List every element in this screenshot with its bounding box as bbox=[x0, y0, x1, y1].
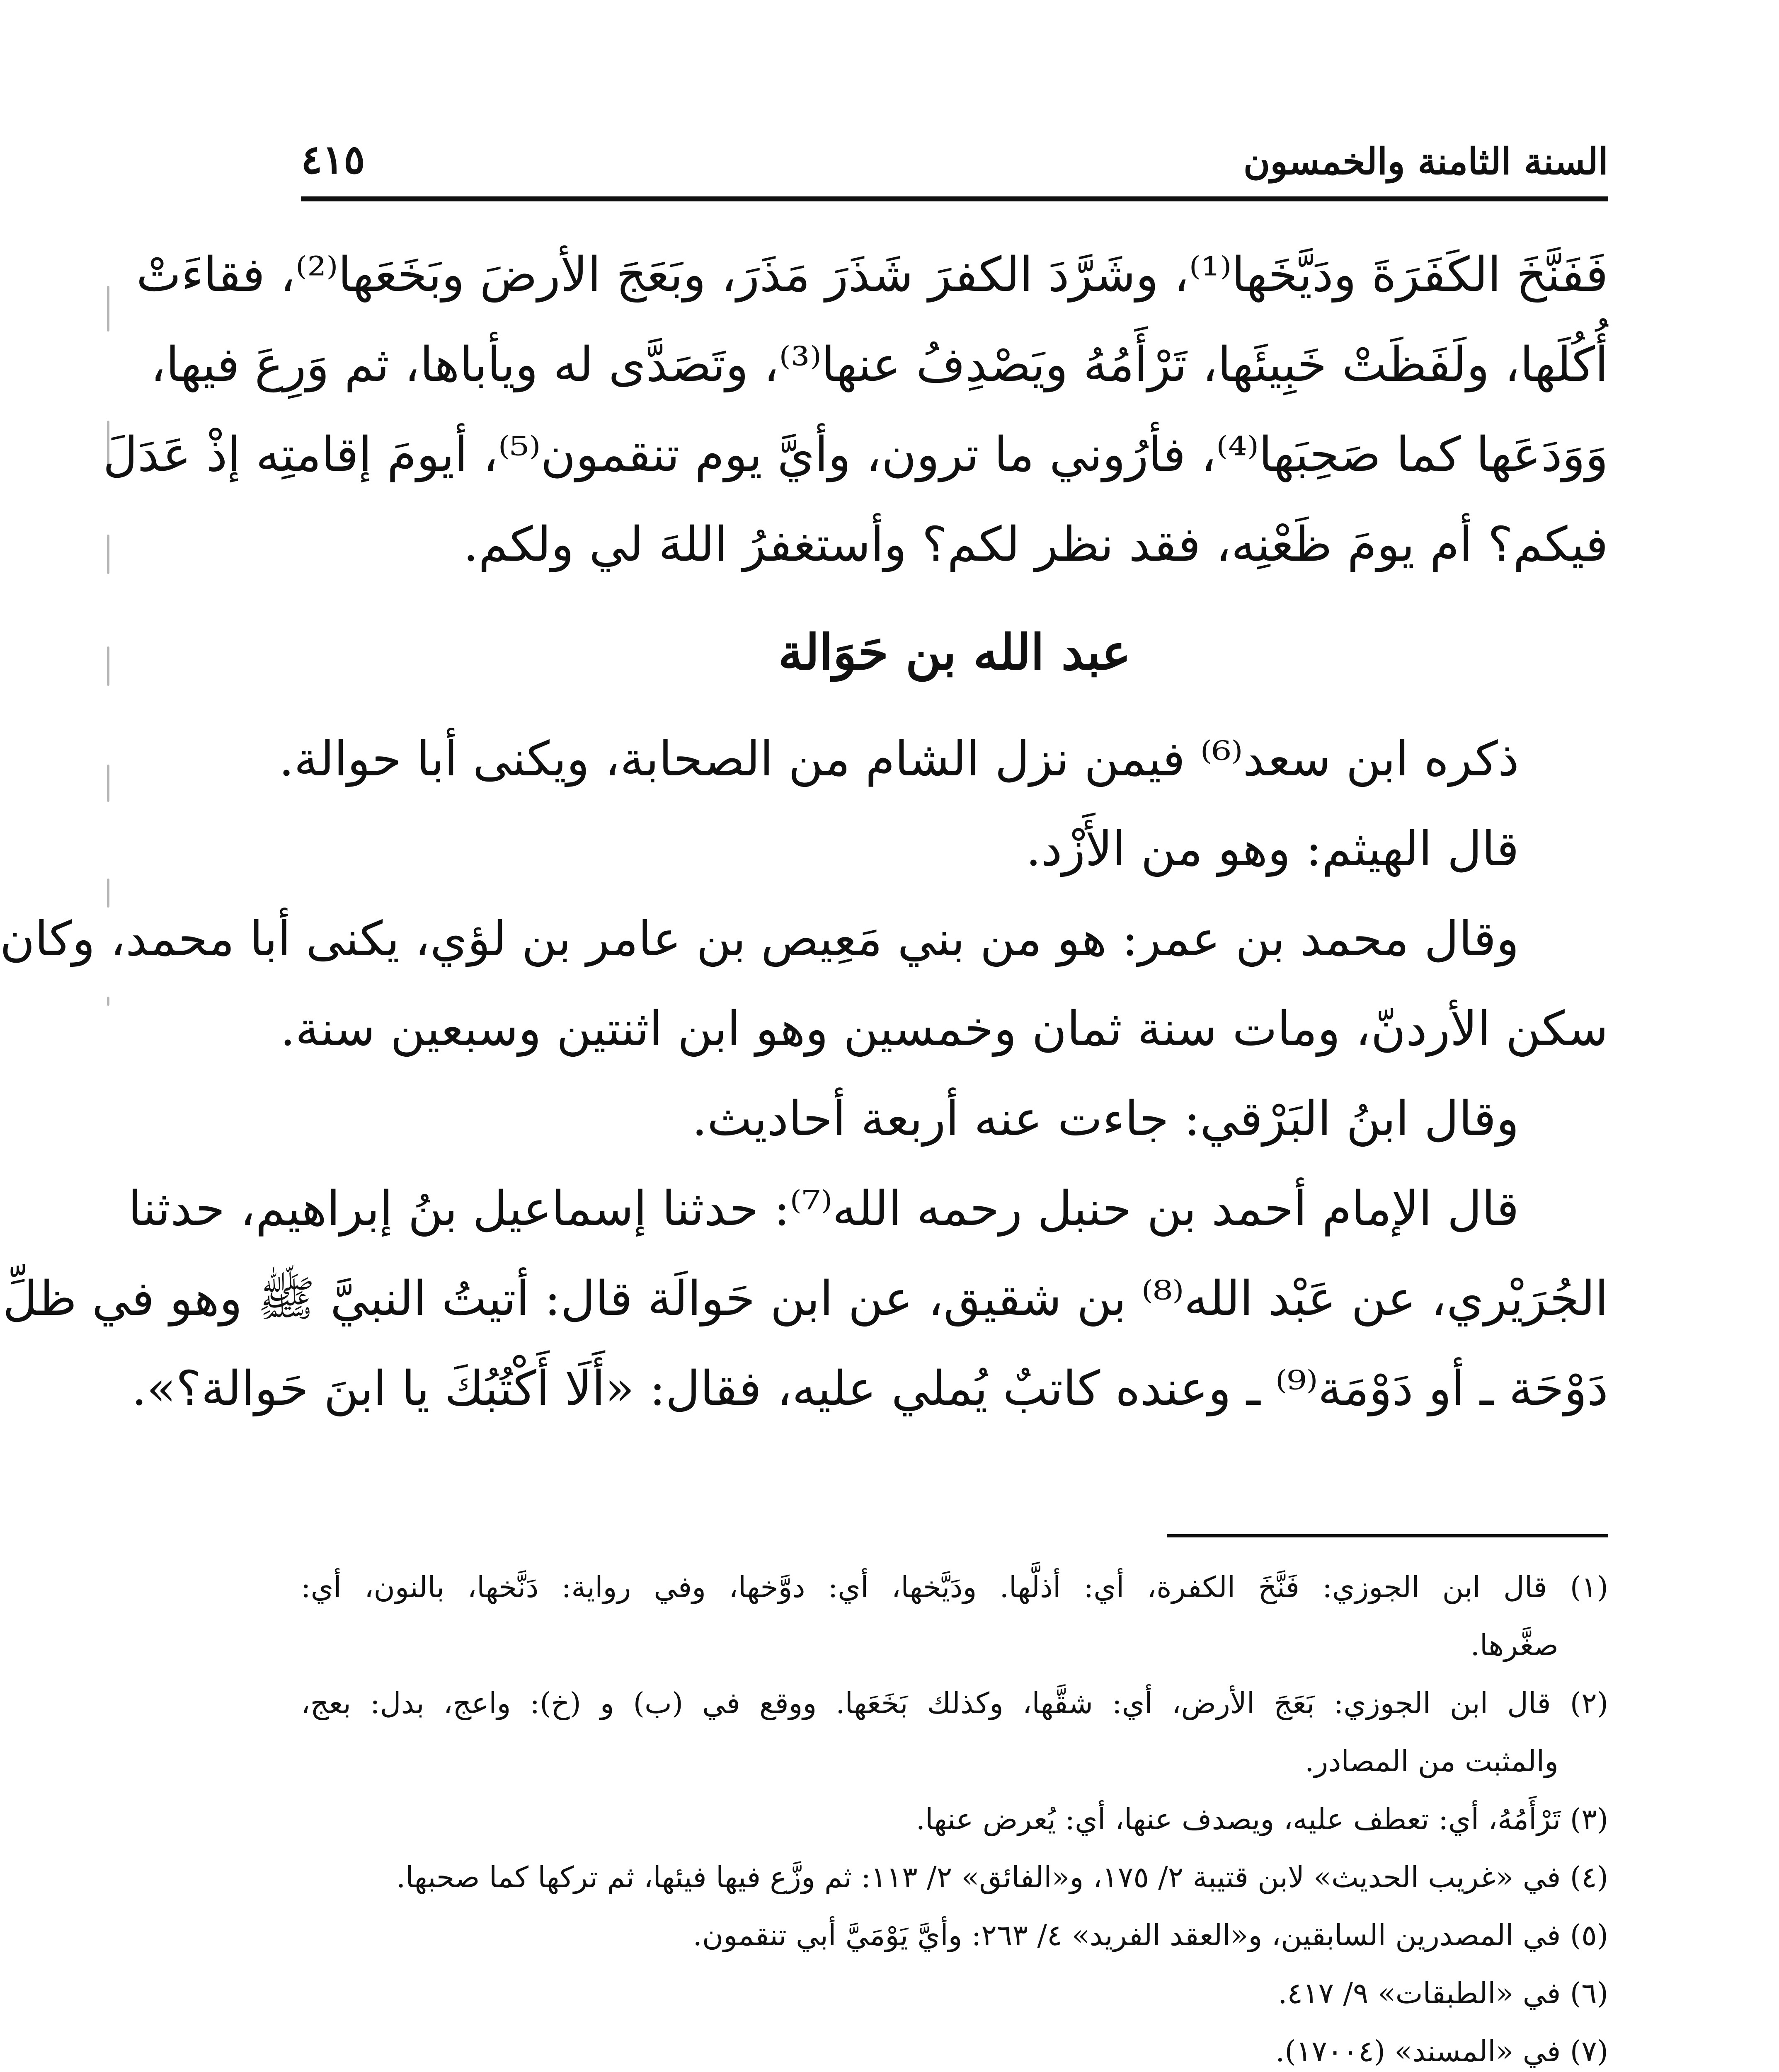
footnote-1-continuation: صغَّرها. bbox=[1470, 1628, 1558, 1662]
main-text bbox=[0, 230, 1608, 1434]
scan-margin-mark bbox=[107, 765, 109, 802]
page-header bbox=[301, 136, 1608, 202]
footnotes bbox=[301, 1558, 1608, 2072]
running-title: السنة الثامنة والخمسون bbox=[1243, 140, 1608, 183]
header-rule bbox=[301, 196, 1608, 201]
paragraph-line: وقال ابنُ البَرْقي: جاءت عنه أربعة أحاديث. bbox=[692, 1091, 1519, 1147]
paragraph-line: سكن الأردنّ، ومات سنة ثمان وخمسين وهو ابن اثنتين وسبعين سنة. bbox=[280, 1001, 1608, 1057]
footnote-6: (٦) في «الطبقات» ٩/ ٤١٧. bbox=[1278, 1976, 1608, 2010]
paragraph-line: قال الإمام أحمد بن حنبل رحمه الله⁽⁷⁾: حدثنا إسماعيل بنُ إبراهيم، حدثنا bbox=[128, 1181, 1519, 1237]
paragraph-line: دَوْحَة ـ أو دَوْمَة⁽⁹⁾ ـ وعنده كاتبٌ يُملي عليه، فقال: «أَلَا أَكْتُبُكَ يا ابنَ حَوالة؟». bbox=[131, 1361, 1608, 1416]
section-title: عبد الله بن حَوَالة bbox=[778, 623, 1131, 681]
scan-margin-mark bbox=[107, 286, 109, 332]
footnote-separator bbox=[1167, 1534, 1608, 1537]
paragraph-line: قال الهيثم: وهو من الأَزْد. bbox=[1025, 821, 1519, 877]
scan-margin-mark bbox=[107, 997, 109, 1006]
paragraph-line: وَوَدَعَها كما صَحِبَها⁽⁴⁾، فأرُوني ما ترون، وأيَّ يوم تنقمون⁽⁵⁾، أيومَ إقامتِه إذْ عَدَلَ bbox=[103, 427, 1608, 482]
paragraph-line: ذكره ابن سعد⁽⁶⁾ فيمن نزل الشام من الصحابة، ويكنى أبا حوالة. bbox=[279, 731, 1519, 787]
footnote-2: (٢) قال ابن الجوزي: بَعَجَ الأرض، أي: شقَّها، وكذلك بَخَعَها. ووقع في (ب) و (خ): واعج، بدل: بعج، bbox=[301, 1686, 1608, 1720]
footnote-5: (٥) في المصدرين السابقين، و«العقد الفريد» ٤/ ٢٦٣: وأيَّ يَوْمَيَّ أبي تنقمون. bbox=[693, 1918, 1608, 1952]
footnote-4: (٤) في «غريب الحديث» لابن قتيبة ٢/ ١٧٥، و«الفائق» ٢/ ١١٣: ثم وزَّع فيها فيئها، ثم تركها كما صحبها. bbox=[396, 1860, 1608, 1894]
footnote-3: (٣) تَرْأَمُهُ، أي: تعطف عليه، ويصدف عنها، أي: يُعرض عنها. bbox=[916, 1802, 1608, 1836]
paragraph-line: الجُرَيْري، عن عَبْد الله⁽⁸⁾ بن شقيق، عن ابن حَوالَة قال: أتيتُ النبيَّ ﷺ وهو في ظلِّ bbox=[2, 1271, 1608, 1326]
scan-margin-mark bbox=[107, 646, 109, 686]
footnote-7: (٧) في «المسند» (١٧٠٠٤). bbox=[1275, 2034, 1608, 2068]
paragraph-line: فيكم؟ أم يومَ ظَعْنِه، فقد نظر لكم؟ وأستغفرُ اللهَ لي ولكم. bbox=[463, 517, 1608, 572]
footnote-1: (١) قال ابن الجوزي: فَنَّخَ الكفرة، أي: أذلَّها. ودَيَّخها، أي: دوَّخها، وفي رواية: دَنَّخها، بالنون، أي: bbox=[301, 1570, 1608, 1604]
paragraph-line: فَفَنَّخَ الكَفَرَةَ ودَيَّخَها⁽¹⁾، وشَرَّدَ الكفرَ شَذَرَ مَذَرَ، وبَعَجَ الأرضَ وبَخَعَها⁽²⁾، فقاءَتْ bbox=[136, 247, 1608, 303]
paragraph-line: أُكُلَها، ولَفَظَتْ خَبِيئَها، تَرْأَمُهُ ويَصْدِفُ عنها⁽³⁾، وتَصَدَّى له ويأباها، ثم وَرِعَ فيها، bbox=[150, 337, 1608, 392]
scan-margin-mark bbox=[107, 535, 109, 574]
page-number: ٤١٥ bbox=[301, 136, 365, 183]
paragraph-line: وقال محمد بن عمر: هو من بني مَعِيص بن عامر بن لؤي، يكنى أبا محمد، وكان bbox=[0, 911, 1519, 967]
footnote-2-continuation: والمثبت من المصادر. bbox=[1305, 1744, 1558, 1778]
